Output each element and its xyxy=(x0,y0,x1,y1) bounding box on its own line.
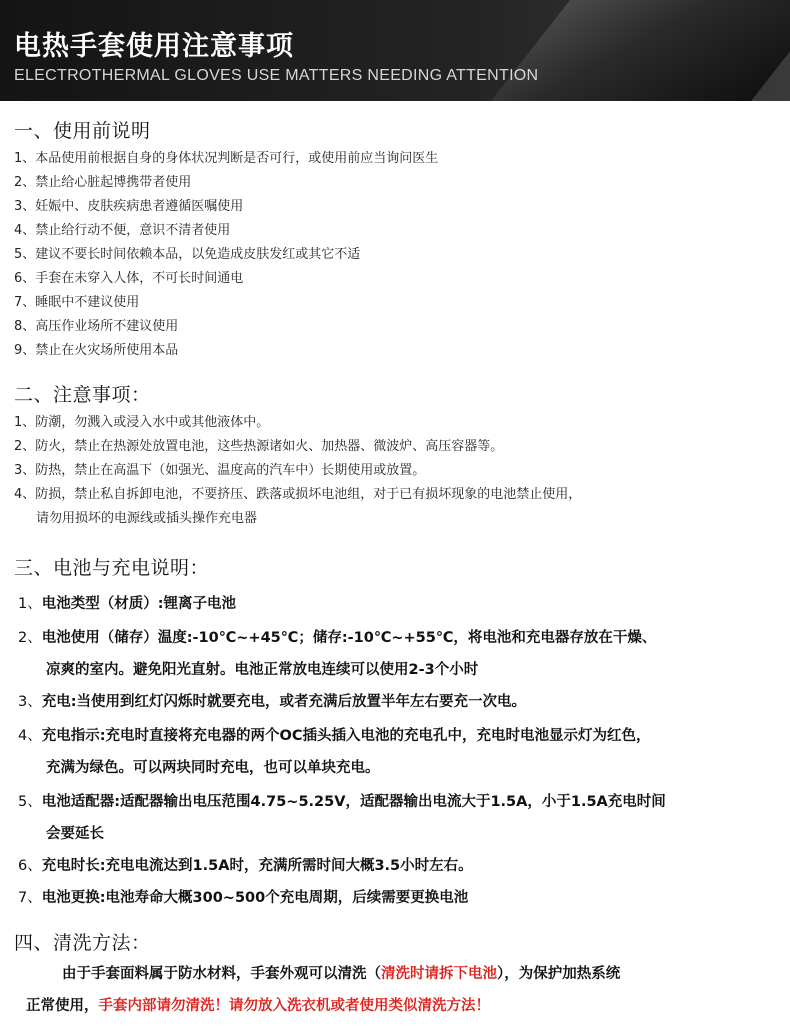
section3-item xyxy=(18,724,651,745)
section1-item: 6、手套在未穿入人体，不可长时间通电 xyxy=(14,271,244,286)
section1-item: 9、禁止在火灾场所使用本品 xyxy=(14,343,179,358)
item-number: 3、 xyxy=(18,694,42,710)
item-number: 5、 xyxy=(18,794,42,810)
section2-item: 2、防火，禁止在热源处放置电池，这些热源诸如火、加热器、微波炉、高压容器等。 xyxy=(14,439,504,454)
item-text: 电池类型（材质）:锂离子电池 xyxy=(41,596,237,612)
item-text: 电池更换:电池寿命大概300~500个充电周期，后续需要更换电池 xyxy=(41,890,469,906)
item-number: 6、 xyxy=(18,858,42,874)
section2-item-continued: 请勿用损坏的电源线或插头操作充电器 xyxy=(36,511,258,526)
section1-item: 5、建议不要长时间依赖本品，以免造成皮肤发红或其它不适 xyxy=(14,247,361,262)
cleaning-text: 由于手套面料属于防水材料，手套外观可以清洗（ xyxy=(62,966,381,982)
section3-item xyxy=(18,790,666,811)
item-text: 充电指示:充电时直接将充电器的两个OC插头插入电池的充电孔中，充电时电池显示灯为红色， xyxy=(41,728,651,744)
item-text: 充电时长:充电电流达到1.5A时，充满所需时间大概3.5小时左右。 xyxy=(41,858,473,874)
section3-item xyxy=(18,592,236,613)
item-text: 电池适配器:适配器输出电压范围4.75~5.25V，适配器输出电流大于1.5A，小于1.5A充电时间 xyxy=(41,794,666,810)
cleaning-text: ），为保护加热系统 xyxy=(497,966,621,982)
item-text: 充电:当使用到红灯闪烁时就要充电，或者充满后放置半年左右要充一次电。 xyxy=(41,694,527,710)
page-subtitle: ELECTROTHERMAL GLOVES USE MATTERS NEEDING ATTENTION xyxy=(14,67,539,84)
item-text: 凉爽的室内。避免阳光直射。电池正常放电连续可以使用2-3个小时 xyxy=(46,662,479,678)
section2-item: 4、防损，禁止私自拆卸电池，不要挤压、跌落或损坏电池组，对于已有损坏现象的电池禁止使用， xyxy=(14,487,582,502)
header-banner xyxy=(0,0,790,101)
section1-heading: 一、使用前说明 xyxy=(14,120,151,142)
section2-heading: 二、注意事项： xyxy=(14,384,151,406)
item-text: 充满为绿色。可以两块同时充电，也可以单块充电。 xyxy=(46,760,380,776)
cleaning-text: 正常使用， xyxy=(26,998,99,1014)
item-text: 电池使用（储存）温度:-10℃~+45℃；储存:-10℃~+55℃，将电池和充电器存放在干燥、 xyxy=(41,630,657,646)
section3-item xyxy=(18,626,656,647)
item-text: 会要延长 xyxy=(46,826,104,842)
section3-item xyxy=(18,886,468,907)
section3-item xyxy=(18,690,526,711)
section3-heading: 三、电池与充电说明： xyxy=(14,557,210,579)
item-number: 4、 xyxy=(18,728,42,744)
section1-item: 7、睡眠中不建议使用 xyxy=(14,295,140,310)
section2-item: 1、防潮，勿溅入或浸入水中或其他液体中。 xyxy=(14,415,270,430)
section1-item: 8、高压作业场所不建议使用 xyxy=(14,319,179,334)
item-number: 2、 xyxy=(18,630,42,646)
cleaning-paragraph-line2 xyxy=(26,994,490,1015)
cleaning-warning: 手套内部请勿清洗！请勿放入洗衣机或者使用类似清洗方法！ xyxy=(98,998,490,1014)
section3-item xyxy=(18,854,473,875)
section4-heading: 四、清洗方法： xyxy=(14,932,151,954)
section1-item: 1、本品使用前根据自身的身体状况判断是否可行，或使用前应当询问医生 xyxy=(14,151,439,166)
section1-item: 2、禁止给心脏起博携带者使用 xyxy=(14,175,192,190)
section3-item-continued xyxy=(46,658,478,679)
section1-item: 3、妊娠中、皮肤疾病患者遵循医嘱使用 xyxy=(14,199,244,214)
section1-item: 4、禁止给行动不便，意识不清者使用 xyxy=(14,223,231,238)
section3-item-continued xyxy=(46,756,380,777)
header-decoration xyxy=(491,0,790,101)
item-number: 7、 xyxy=(18,890,42,906)
cleaning-paragraph-line1 xyxy=(62,962,620,983)
section3-item-continued xyxy=(46,822,104,843)
cleaning-warning: 清洗时请拆下电池 xyxy=(381,966,497,982)
item-number: 1、 xyxy=(18,596,42,612)
page-title: 电热手套使用注意事项 xyxy=(14,31,294,62)
section2-item: 3、防热，禁止在高温下（如强光、温度高的汽车中）长期使用或放置。 xyxy=(14,463,426,478)
